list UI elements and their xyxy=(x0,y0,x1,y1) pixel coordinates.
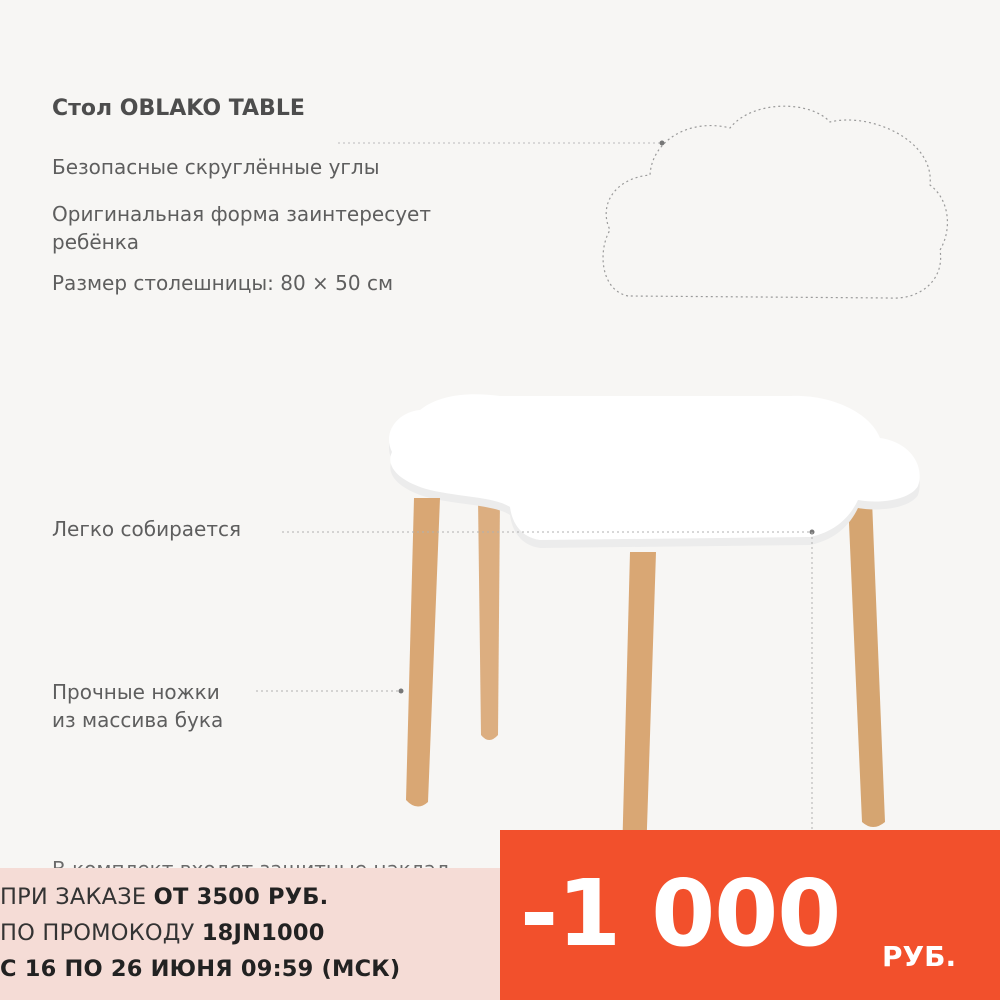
discount-amount: -1 000 xyxy=(520,860,841,967)
promo-order-prefix: ПРИ ЗАКАЗЕ xyxy=(0,884,154,910)
feature-original-shape: Оригинальная форма заинтересует ребёнка xyxy=(52,202,432,254)
promo-discount-panel xyxy=(500,830,1000,1000)
callout-legs-line2: из массива бука xyxy=(52,708,224,732)
promo-code-prefix: ПО ПРОМОКОДУ xyxy=(0,920,202,946)
connector-dot xyxy=(660,141,665,146)
promo-line-order xyxy=(0,884,328,910)
callout-legs-line1: Прочные ножки xyxy=(52,680,220,704)
promo-line-dates xyxy=(0,956,400,982)
feature-rounded-corners: Безопасные скруглённые углы xyxy=(52,155,380,179)
product-title: Стол OBLAKO TABLE xyxy=(52,96,305,121)
promo-conditions-panel xyxy=(0,868,500,1000)
table-leg-front-right xyxy=(622,552,656,858)
cloud-shape-outline xyxy=(603,106,947,298)
table-top xyxy=(389,394,920,540)
table-leg-back-left xyxy=(478,498,500,740)
promo-dates: С 16 ПО 26 ИЮНЯ 09:59 (МСК) xyxy=(0,956,401,982)
promo-line-code xyxy=(0,920,325,946)
discount-currency: РУБ. xyxy=(882,940,957,973)
feature-tabletop-size: Размер столешницы: 80 × 50 см xyxy=(52,271,394,295)
promo-order-min: ОТ 3500 РУБ. xyxy=(153,884,329,910)
legs-dot xyxy=(399,689,404,694)
table-leg-front-left xyxy=(406,498,440,807)
table-leg-back-right xyxy=(848,500,885,827)
promo-code: 18JN1000 xyxy=(201,920,325,946)
callout-assembly: Легко собирается xyxy=(52,517,242,541)
